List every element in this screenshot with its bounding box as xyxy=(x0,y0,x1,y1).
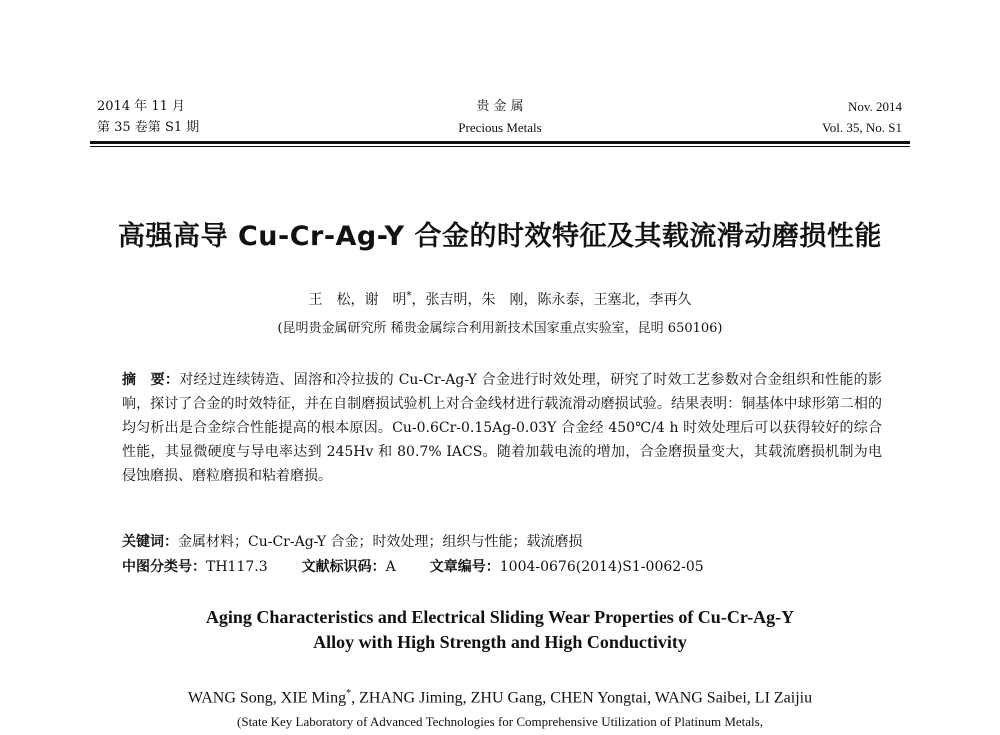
keywords-cn xyxy=(122,530,882,554)
header-volume-en: Vol. 35, No. S1 xyxy=(822,120,902,135)
corresponding-mark-en: * xyxy=(346,688,352,699)
header-rule-thin xyxy=(90,146,910,147)
affiliation-en: (State Key Laboratory of Advanced Technologies for Comprehensive Utilization of Platinum Metals, xyxy=(237,714,763,729)
header-rule-thick xyxy=(90,141,910,144)
header-date: 2014 年 11 月 xyxy=(97,99,186,114)
affiliation-cn: (昆明贵金属研究所 稀贵金属综合利用新技术国家重点实验室，昆明 650106) xyxy=(277,321,723,336)
classification-line xyxy=(122,555,882,579)
abstract-label: 摘 要： xyxy=(122,372,180,388)
authors-en-first: WANG Song, XIE Ming xyxy=(187,689,347,707)
paper-title-cn: 高强高导 Cu-Cr-Ag-Y 合金的时效特征及其载流滑动磨损性能 xyxy=(118,221,882,252)
title-en-line1: Aging Characteristics and Electrical Sliding Wear Properties of Cu-Cr-Ag-Y xyxy=(205,607,795,627)
corresponding-mark-cn: * xyxy=(406,290,412,302)
keywords-text: 金属材料；Cu-Cr-Ag-Y 合金；时效处理；组织与性能；载流磨损 xyxy=(178,534,583,550)
doc-code-label: 文献标识码： xyxy=(301,559,386,575)
article-no-label: 文章编号： xyxy=(429,559,500,575)
header-date-en: Nov. 2014 xyxy=(847,99,902,114)
authors-cn-rest: ，张吉明，朱 刚，陈永泰，王塞北，李再久 xyxy=(411,292,692,308)
doc-code-value: A xyxy=(385,559,396,575)
journal-name-en: Precious Metals xyxy=(458,120,542,135)
paper-title-en xyxy=(0,605,1000,655)
header-volume: 第 35 卷第 S1 期 xyxy=(97,120,200,135)
title-en-line2: Alloy with High Strength and High Conductivity xyxy=(313,632,687,652)
abstract-cn xyxy=(122,368,882,488)
clc-label: 中图分类号： xyxy=(122,559,206,575)
header-date-volume-en xyxy=(822,96,902,138)
authors-en xyxy=(0,688,1000,707)
clc-value: TH117.3 xyxy=(206,559,268,575)
authors-cn-first: 王 松，谢 明 xyxy=(308,292,407,308)
article-no-value: 1004-0676(2014)S1-0062-05 xyxy=(499,559,704,575)
authors-cn xyxy=(0,289,1000,309)
journal-name-cn: 贵 金 属 xyxy=(476,99,524,114)
authors-en-rest: , ZHANG Jiming, ZHU Gang, CHEN Yongtai, WANG Saibei, LI Zaijiu xyxy=(351,689,813,707)
abstract-text: 对经过连续铸造、固溶和冷拉拔的 Cu-Cr-Ag-Y 合金进行时效处理，研究了时效工艺参数对合金组织和性能的影响，探讨了合金的时效特征，并在自制磨损试验机上对合金线材进行载流滑动磨损试验。结果表明：铜基体中球形第二相的均匀析出是合金综合性能提高的根本原因。Cu-0.6Cr-0.15Ag-0.03Y 合金经 450℃/4 h 时效处理后可以获得较好的综合性能，其显微硬度与导电率达到 245Hv 和 80.7% IACS。随着加载电流的增加，合金磨损量变大，其载流磨损机制为电侵蚀磨损、磨粒磨损和粘着磨损。 xyxy=(122,372,882,484)
keywords-label: 关键词： xyxy=(122,534,178,550)
